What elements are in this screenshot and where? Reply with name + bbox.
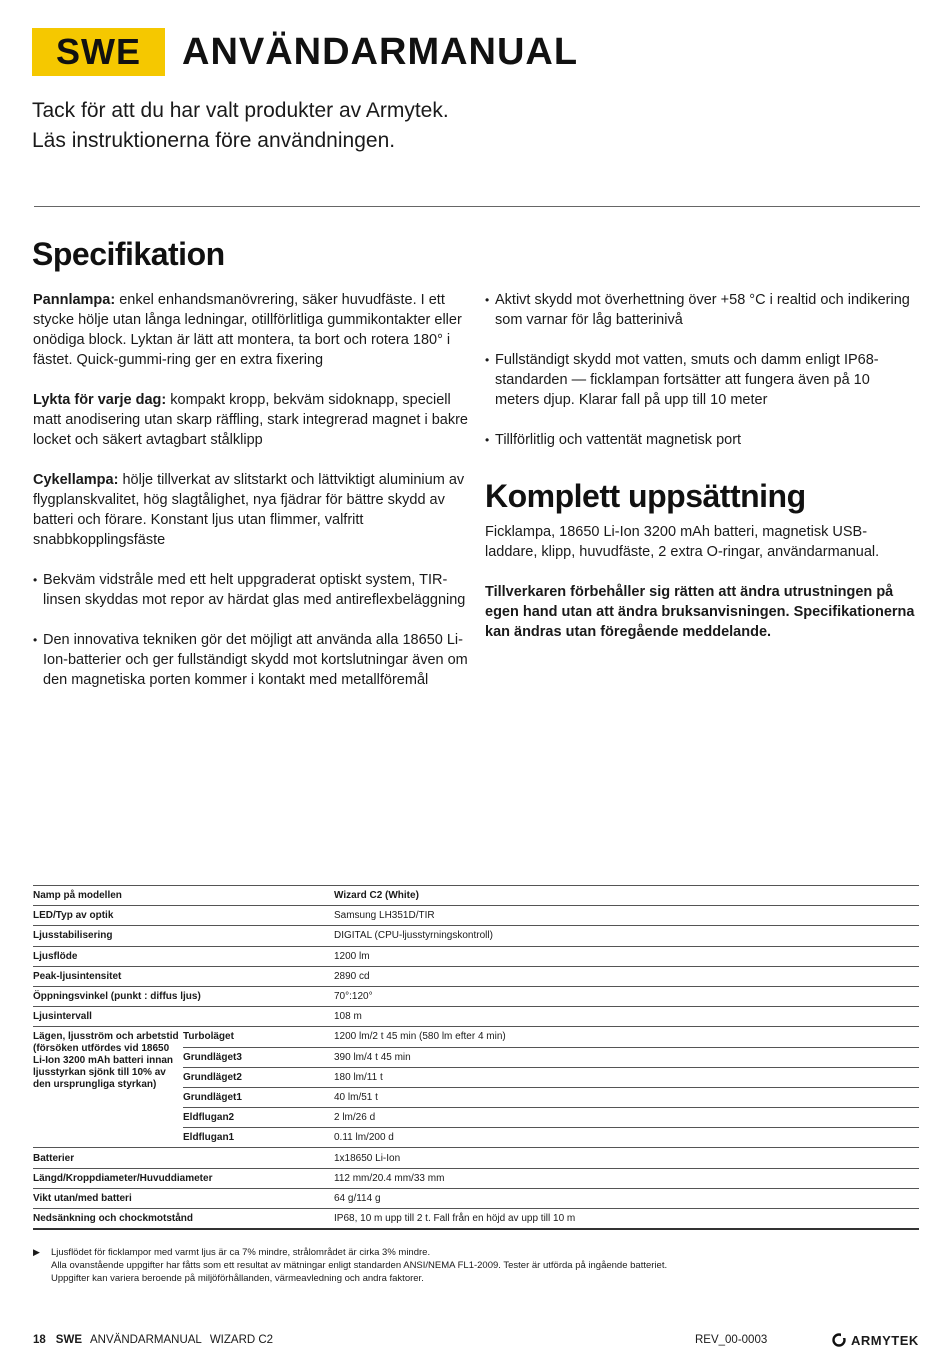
row-label: Ljusintervall <box>33 1007 334 1027</box>
mode-value: 390 lm/4 t 45 min <box>334 1047 919 1067</box>
mode-label: Eldflugan2 <box>183 1108 334 1128</box>
specification-heading: Specifikation <box>32 236 225 272</box>
table-row <box>33 966 919 986</box>
spec-text: enkel enhandsmanövrering, säker huvudfäste. I ett stycke hölje utan långa ledningar, otillförlitliga gummikontakter eller onödiga block. Lyktan är lätt att montera, ta bort och rotera 180° i fästet. Quick-gummi-ring ger en extra fixering <box>33 292 462 368</box>
row-label: Peak-ljusintensitet <box>33 966 334 986</box>
mode-label: Turboläget <box>183 1027 334 1047</box>
revision-code: REV_00-0003 <box>695 1334 768 1346</box>
table-row <box>33 1188 919 1208</box>
row-label: LED/Typ av optik <box>33 906 334 926</box>
mode-label: Grundläget1 <box>183 1087 334 1107</box>
modes-label: Lägen, ljusström och arbetstid (försöken utfördes vid 18650 Li-Ion 3200 mAh batteri innan ljusstyrkan sjönk till 10% av den ursprungliga styrkan) <box>33 1027 183 1148</box>
divider <box>34 206 920 207</box>
spec-text: kompakt kropp, bekväm sidoknapp, speciell matt anodisering utan skarp räffling, stark integrerad magnet i bakre locket och säkert avtagbart stålklipp <box>33 392 468 448</box>
intro-line: Tack för att du har valt produkter av Armytek. <box>32 99 449 122</box>
spec-bullet: • Fullständigt skydd mot vatten, smuts och damm enligt IP68-standarden — ficklampan fortsätter att fungera även på 10 meters djup. Klarar fall på upp till 10 meter <box>485 350 915 410</box>
complete-set-text: Ficklampa, 18650 Li-Ion 3200 mAh batteri, magnetisk USB-laddare, klipp, huvudfäste, 2 extra O-ringar, användarmanual. <box>485 524 880 560</box>
page-footer <box>33 1332 273 1348</box>
page-number: 18 <box>33 1334 46 1346</box>
armytek-logo-icon <box>832 1333 846 1347</box>
spec-label: Pannlampa: <box>33 292 116 308</box>
row-value: 2890 cd <box>334 966 919 986</box>
mode-label: Eldflugan1 <box>183 1128 334 1148</box>
table-row <box>33 986 919 1006</box>
row-label: Öppningsvinkel (punkt : diffus ljus) <box>33 986 334 1006</box>
table-row <box>33 1007 919 1027</box>
spec-left-column <box>33 290 473 710</box>
spec-bullet: • Den innovativa tekniken gör det möjligt att använda alla 18650 Li-Ion-batterier och ger fullständigt skydd mot kortslutningar även om den magnetiska porten kommer i kontakt med metallföremål <box>33 630 473 690</box>
row-value: 64 g/114 g <box>334 1188 919 1208</box>
footer-doc-name: ANVÄNDARMANUAL <box>90 1334 202 1346</box>
table-row <box>33 1148 919 1168</box>
mode-value: 40 lm/51 t <box>334 1087 919 1107</box>
footnote-line: Uppgifter kan variera beroende på miljöförhållanden, värmeavledning och andra faktorer. <box>51 1273 424 1284</box>
row-label: Namp på modellen <box>33 886 334 906</box>
spec-paragraph-bike <box>33 470 473 550</box>
row-label: Vikt utan/med batteri <box>33 1188 334 1208</box>
mode-value: 0.11 lm/200 d <box>334 1128 919 1148</box>
intro-text <box>32 96 449 156</box>
mode-label: Grundläget3 <box>183 1047 334 1067</box>
manual-title: ANVÄNDARMANUAL <box>182 31 579 73</box>
row-value: DIGITAL (CPU-ljusstyrningskontroll) <box>334 926 919 946</box>
row-value: Wizard C2 (White) <box>334 886 919 906</box>
row-value: 1200 lm <box>334 946 919 966</box>
manufacturer-note: Tillverkaren förbehåller sig rätten att ändra utrustningen på egen hand utan att ändra bruksanvisningen. Specifikationerna kan ändras utan föregående meddelande. <box>485 584 915 640</box>
language-badge: SWE <box>32 28 165 76</box>
spec-text: hölje tillverkat av slitstarkt och lättviktigt aluminium av flygplanskvalitet, hög slagtålighet, nya fjädrar för bättre skydd av batteri och förare. Konstant ljus utan flimmer, valfritt snabbkopplingsfäste <box>33 472 465 548</box>
footer-language: SWE <box>55 1334 82 1346</box>
table-row <box>33 946 919 966</box>
footnotes <box>33 1246 667 1285</box>
table-row <box>33 926 919 946</box>
footer-model: WIZARD C2 <box>209 1334 274 1346</box>
spec-label: Lykta för varje dag: <box>33 392 167 408</box>
spec-bullet: • Aktivt skydd mot överhettning över +58 °C i realtid och indikering som varnar för låg batterinivå <box>485 290 915 330</box>
footnote-line: Alla ovanstående uppgifter har fåtts som ett resultat av mätningar enligt standarden ANSI/NEMA FL1-2009. Tester är utförda på ingående batteriet. <box>51 1260 668 1271</box>
spec-table <box>33 885 919 1230</box>
spec-bullet: • Bekväm vidstråle med ett helt uppgraderat optiskt system, TIR-linsen skyddas mot repor av härdat glas med antireflexbeläggning <box>33 570 473 610</box>
row-value: 112 mm/20.4 mm/33 mm <box>334 1168 919 1188</box>
triangle-right-icon: ▶ <box>33 1247 40 1257</box>
row-value: 108 m <box>334 1007 919 1027</box>
row-label: Ljusflöde <box>33 946 334 966</box>
table-row <box>33 1027 919 1047</box>
brand-logo <box>832 1331 919 1349</box>
row-label: Ljusstabilisering <box>33 926 334 946</box>
row-label: Nedsänkning och chockmotstånd <box>33 1209 334 1229</box>
intro-line: Läs instruktionerna före användningen. <box>32 129 396 152</box>
table-row <box>33 1168 919 1188</box>
row-value: 1x18650 Li-Ion <box>334 1148 919 1168</box>
row-label: Längd/Kroppdiameter/Huvuddiameter <box>33 1168 334 1188</box>
table-row <box>33 906 919 926</box>
mode-value: 1200 lm/2 t 45 min (580 lm efter 4 min) <box>334 1027 919 1047</box>
spec-right-column <box>485 290 915 662</box>
table-row <box>33 886 919 906</box>
spec-paragraph-headlamp <box>33 290 473 370</box>
spec-paragraph-daily <box>33 390 473 450</box>
spec-label: Cykellampa: <box>33 472 119 488</box>
table-row <box>33 1209 919 1229</box>
spec-bullet: • Tillförlitlig och vattentät magnetisk port <box>485 430 915 450</box>
row-value: 70°:120° <box>334 986 919 1006</box>
mode-value: 2 lm/26 d <box>334 1108 919 1128</box>
row-label: Batterier <box>33 1148 334 1168</box>
row-value: IP68, 10 m upp till 2 t. Fall från en höjd av upp till 10 m <box>334 1209 919 1229</box>
complete-set-heading: Komplett uppsättning <box>485 478 806 514</box>
row-value: Samsung LH351D/TIR <box>334 906 919 926</box>
mode-value: 180 lm/11 t <box>334 1067 919 1087</box>
footnote-line: Ljusflödet för ficklampor med varmt ljus är ca 7% mindre, strålområdet är cirka 3% mindre. <box>51 1247 431 1258</box>
brand-name: ARMYTEK <box>851 1332 919 1348</box>
mode-label: Grundläget2 <box>183 1067 334 1087</box>
